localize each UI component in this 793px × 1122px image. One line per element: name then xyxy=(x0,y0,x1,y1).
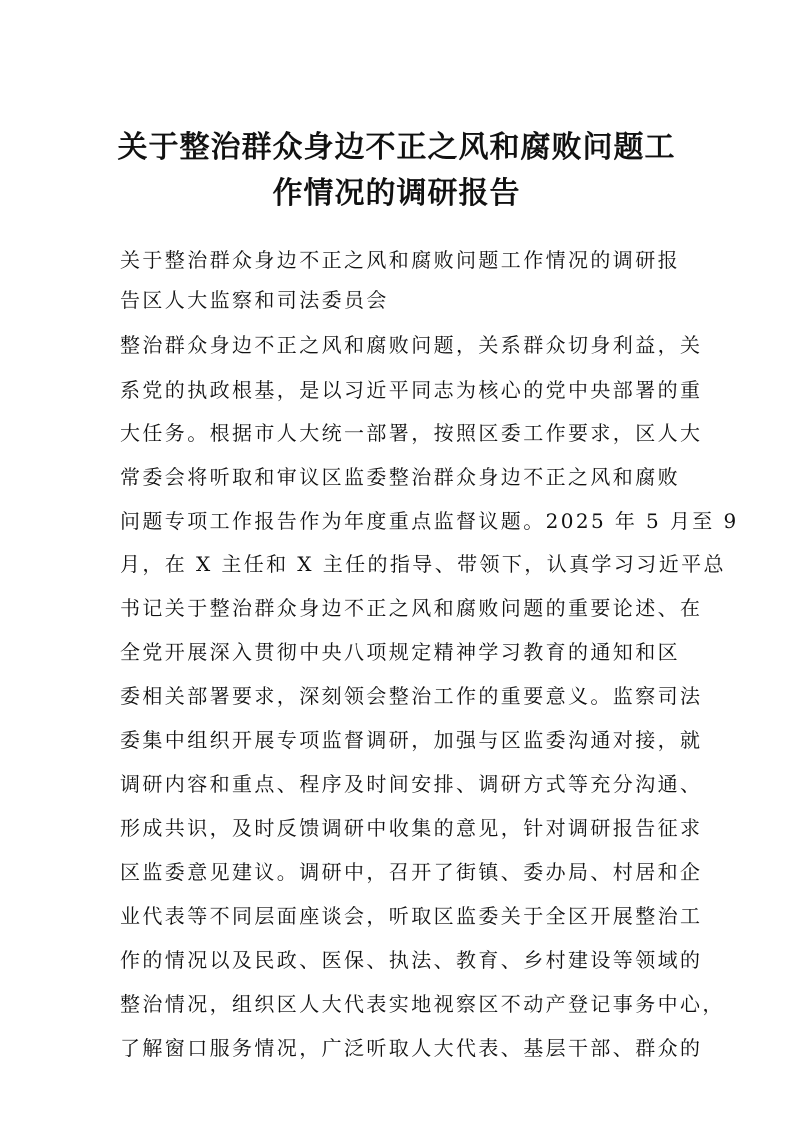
body-line: 了解窗口服务情况，广泛听取人大代表、基层干部、群众的 xyxy=(120,1036,703,1060)
body-line: 问题专项工作报告作为年度重点监督议题。2025 年 5 月至 9 xyxy=(120,509,739,533)
body-line: 区监委意见建议。调研中，召开了街镇、委办局、村居和企 xyxy=(120,860,703,884)
body-line: 全党开展深入贯彻中央八项规定精神学习教育的通知和区 xyxy=(120,640,680,664)
body-line: 系党的执政根基，是以习近平同志为核心的党中央部署的重 xyxy=(120,378,703,402)
body-line: 调研内容和重点、程序及时间安排、调研方式等充分沟通、 xyxy=(120,772,703,796)
body-line: 常委会将听取和审议区监委整治群众身边不正之风和腐败 xyxy=(120,465,680,489)
body-line: 告区人大监察和司法委员会 xyxy=(120,288,389,312)
document-title-line-1: 关于整治群众身边不正之风和腐败问题工 xyxy=(117,130,676,165)
body-line: 整治群众身边不正之风和腐败问题，关系群众切身利益，关 xyxy=(120,333,703,357)
body-line: 委集中组织开展专项监督调研，加强与区监委沟通对接，就 xyxy=(120,728,703,752)
body-line: 关于整治群众身边不正之风和腐败问题工作情况的调研报 xyxy=(120,248,680,272)
body-line: 业代表等不同层面座谈会，听取区监委关于全区开展整治工 xyxy=(120,904,703,928)
document-title-line-2: 作情况的调研报告 xyxy=(272,176,521,211)
body-line: 委相关部署要求，深刻领会整治工作的重要意义。监察司法 xyxy=(120,684,703,708)
body-line: 书记关于整治群众身边不正之风和腐败问题的重要论述、在 xyxy=(120,596,703,620)
body-line: 形成共识，及时反馈调研中收集的意见，针对调研报告征求 xyxy=(120,816,703,840)
body-line: 作的情况以及民政、医保、执法、教育、乡村建设等领域的 xyxy=(120,948,703,972)
body-line: 整治情况，组织区人大代表实地视察区不动产登记事务中心， xyxy=(120,992,725,1016)
body-line: 大任务。根据市人大统一部署，按照区委工作要求，区人大 xyxy=(120,421,703,445)
body-line: 月，在 X 主任和 X 主任的指导、带领下，认真学习习近平总 xyxy=(120,552,726,576)
